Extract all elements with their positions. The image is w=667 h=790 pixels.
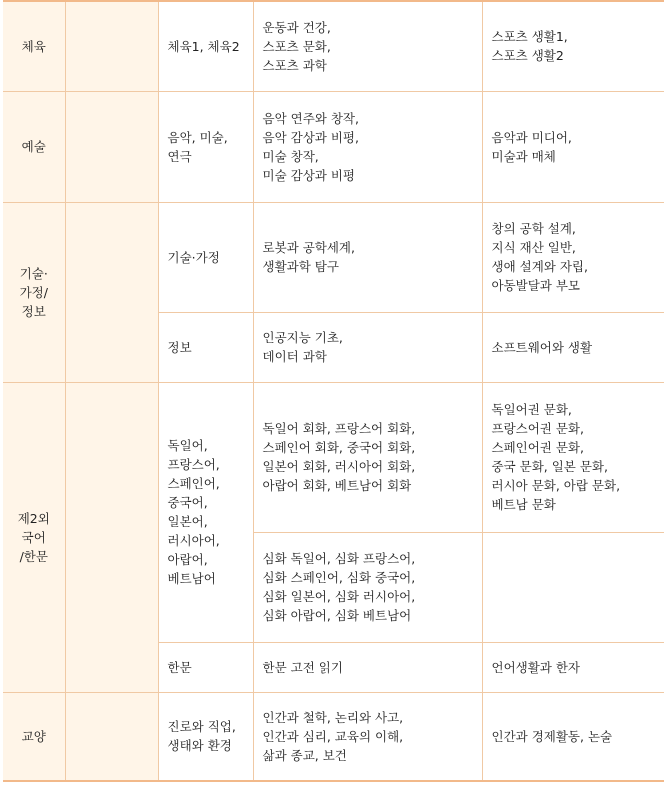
curriculum-table: [3, 0, 664, 782]
table-row: [3, 91, 664, 202]
career-subjects-cell: 독일어 회화, 프랑스어 회화, 스페인어 회화, 중국어 회화, 일본어 회화, 러시아어 회화, 아랍어 회화, 베트남어 회화: [253, 382, 482, 532]
convergence-subjects-cell: 창의 공학 설계, 지식 재산 일반, 생애 설계와 자립, 아동발달과 부모: [482, 202, 664, 312]
area-cell: 체육: [3, 1, 65, 91]
career-subjects-cell: 인공지능 기초, 데이터 과학: [253, 312, 482, 382]
career-subjects-cell: 음악 연주와 창작, 음악 감상과 비평, 미술 창작, 미술 감상과 비평: [253, 91, 482, 202]
general-subjects-cell: 기술·가정: [158, 202, 253, 312]
career-subjects-cell: 인간과 철학, 논리와 사고, 인간과 심리, 교육의 이해, 삶과 종교, 보건: [253, 692, 482, 781]
general-subjects-cell: 정보: [158, 312, 253, 382]
career-subjects-cell: 로봇과 공학세계, 생활과학 탐구: [253, 202, 482, 312]
subarea-cell: [65, 91, 158, 202]
general-subjects-cell: 체육1, 체육2: [158, 1, 253, 91]
table-row: [3, 202, 664, 312]
convergence-subjects-cell: 독일어권 문화, 프랑스어권 문화, 스페인어권 문화, 중국 문화, 일본 문화, 러시아 문화, 아랍 문화, 베트남 문화: [482, 382, 664, 532]
table-row: [3, 382, 664, 532]
general-subjects-cell: 독일어, 프랑스어, 스페인어, 중국어, 일본어, 러시아어, 아랍어, 베트남어: [158, 382, 253, 642]
convergence-subjects-cell: 음악과 미디어, 미술과 매체: [482, 91, 664, 202]
table-row: [3, 692, 664, 781]
career-subjects-cell: 심화 독일어, 심화 프랑스어, 심화 스페인어, 심화 중국어, 심화 일본어, 심화 러시아어, 심화 아랍어, 심화 베트남어: [253, 532, 482, 642]
convergence-subjects-cell: 소프트웨어와 생활: [482, 312, 664, 382]
convergence-subjects-cell: 스포츠 생활1, 스포츠 생활2: [482, 1, 664, 91]
general-subjects-cell: 음악, 미술, 연극: [158, 91, 253, 202]
area-cell: 기술· 가정/ 정보: [3, 202, 65, 382]
career-subjects-cell: 운동과 건강, 스포츠 문화, 스포츠 과학: [253, 1, 482, 91]
general-subjects-cell: 진로와 직업, 생태와 환경: [158, 692, 253, 781]
subarea-cell: [65, 382, 158, 692]
area-cell: 제2외 국어 /한문: [3, 382, 65, 692]
convergence-subjects-cell: 언어생활과 한자: [482, 642, 664, 692]
area-cell: 예술: [3, 91, 65, 202]
subarea-cell: [65, 1, 158, 91]
convergence-subjects-cell: 인간과 경제활동, 논술: [482, 692, 664, 781]
career-subjects-cell: 한문 고전 읽기: [253, 642, 482, 692]
area-cell: 교양: [3, 692, 65, 781]
subarea-cell: [65, 202, 158, 382]
subarea-cell: [65, 692, 158, 781]
table-row: [3, 1, 664, 91]
general-subjects-cell: 한문: [158, 642, 253, 692]
convergence-subjects-cell: [482, 532, 664, 642]
